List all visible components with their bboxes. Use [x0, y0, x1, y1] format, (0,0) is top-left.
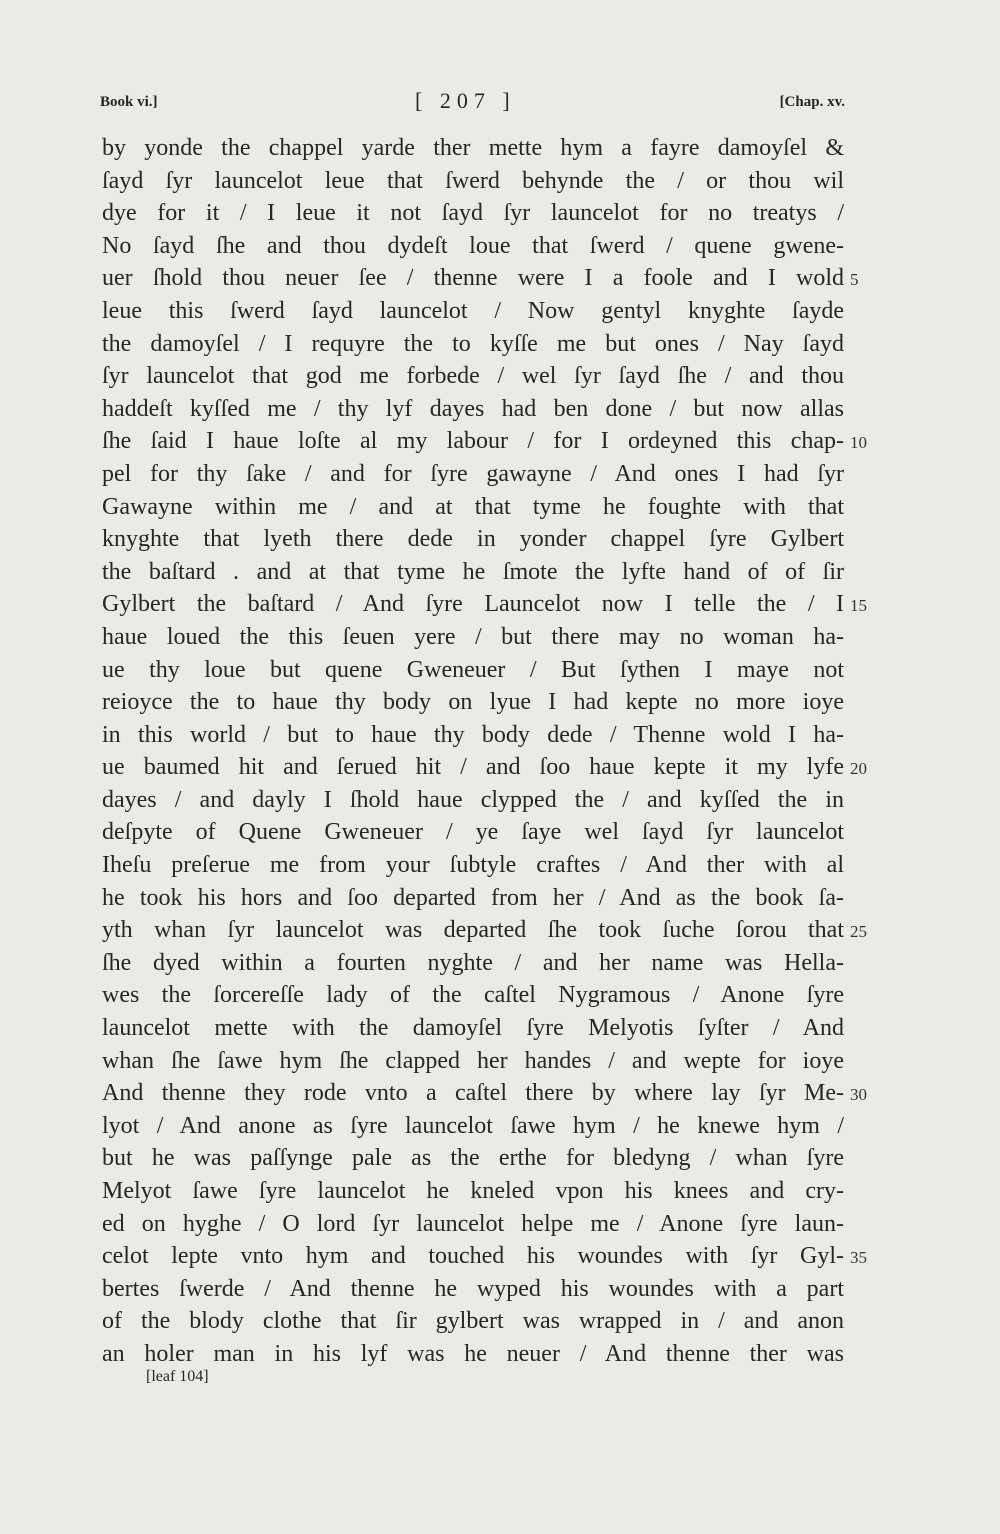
- line-text: ſayd ſyr launcelot leue that ſwerd behynde the / or thou wil: [102, 167, 844, 194]
- line-text: launcelot mette with the damoyſel ſyre Melyotis ſyſter / And: [102, 1015, 844, 1042]
- line-text: by yonde the chappel yarde ther mette hym a fayre damoyſel &: [102, 135, 844, 161]
- text-line: [102, 784, 844, 817]
- line-text: ue thy loue but quene Gweneuer / But ſythen I maye not: [102, 656, 844, 683]
- line-text: Iheſu preſerue me from your ſubtyle craftes / And ther with al: [102, 852, 844, 879]
- text-line: [102, 1208, 844, 1241]
- text-line: [102, 491, 844, 524]
- text-line: [102, 882, 844, 915]
- text-line: [102, 458, 844, 491]
- line-text: yth whan ſyr launcelot was departed ſhe took ſuche ſorou that: [102, 917, 844, 944]
- line-text: bertes ſwerde / And thenne he wyped his woundes with a part: [102, 1275, 844, 1302]
- text-line: [102, 1338, 844, 1371]
- text-line: [102, 621, 844, 654]
- text-line: [102, 686, 844, 719]
- book-number: Book vi.]: [100, 94, 158, 110]
- line-text: pel for thy ſake / and for ſyre gawayne / And ones I had ſyr: [102, 460, 844, 487]
- text-line: [102, 1142, 844, 1175]
- line-text: knyghte that lyeth there dede in yonder chappel ſyre Gylbert: [102, 526, 844, 553]
- line-number: 35: [850, 1248, 867, 1268]
- text-line: [102, 588, 867, 621]
- text-line: [102, 328, 844, 361]
- text-line: [102, 556, 844, 589]
- line-text: the baſtard . and at that tyme he ſmote the lyfte hand of of ſir: [102, 558, 844, 585]
- line-text: haddeſt kyſſed me / thy lyf dayes had ben done / but now allas: [102, 395, 844, 422]
- line-number: 5: [850, 270, 859, 290]
- text-line: [102, 262, 859, 295]
- chapter-number: [Chap. xv.: [779, 94, 845, 110]
- text-line: [102, 914, 867, 947]
- text-line: [102, 849, 844, 882]
- text-line: [102, 393, 844, 426]
- text-line: [102, 132, 844, 165]
- line-text: lyot / And anone as ſyre launcelot ſawe hym / he knewe hym /: [102, 1112, 844, 1139]
- text-line: [102, 230, 844, 263]
- text-line: [102, 1240, 867, 1273]
- line-text: ſhe ſaid I haue loſte al my labour / for I ordeyned this chap-: [102, 428, 844, 455]
- text-line: [102, 1273, 844, 1306]
- text-line: [102, 360, 844, 393]
- running-head: [100, 88, 845, 118]
- text-line: [102, 1175, 844, 1208]
- text-line: [102, 751, 867, 784]
- line-text: wes the ſorcereſſe lady of the caſtel Nygramous / Anone ſyre: [102, 982, 844, 1009]
- line-number: 15: [850, 596, 867, 616]
- text-line: [102, 197, 844, 230]
- line-text: Gawayne within me / and at that tyme he foughte with that: [102, 493, 844, 520]
- line-text: uer ſhold thou neuer ſee / thenne were I a foole and I wold: [102, 265, 844, 292]
- line-text: Gylbert the baſtard / And ſyre Launcelot now I telle the / I: [102, 591, 844, 618]
- line-text: deſpyte of Quene Gweneuer / ye ſaye wel ſayd ſyr launcelot: [102, 819, 844, 846]
- text-line: [102, 1305, 844, 1338]
- text-line: [102, 1077, 867, 1110]
- line-number: 25: [850, 922, 867, 942]
- leaf-footnote: [leaf 104]: [146, 1368, 209, 1385]
- body-text: [102, 132, 867, 1371]
- text-line: [102, 816, 844, 849]
- line-text: No ſayd ſhe and thou dydeſt loue that ſwerd / quene gwene-: [102, 232, 844, 259]
- line-text: of the blody clothe that ſir gylbert was wrapped in / and anon: [102, 1308, 844, 1335]
- line-number: 20: [850, 759, 867, 779]
- line-text: Melyot ſawe ſyre launcelot he kneled vpon his knees and cry-: [102, 1178, 844, 1204]
- text-line: [102, 654, 844, 687]
- text-line: [102, 1045, 844, 1078]
- line-text: an holer man in his lyf was he neuer / And thenne ther was: [102, 1340, 844, 1367]
- line-text: ue baumed hit and ſerued hit / and ſoo haue kepte it my lyfe: [102, 754, 844, 781]
- line-text: leue this ſwerd ſayd launcelot / Now gentyl knyghte ſayde: [102, 297, 844, 324]
- text-line: [102, 1110, 844, 1143]
- line-text: ed on hyghe / O lord ſyr launcelot helpe me / Anone ſyre laun-: [102, 1210, 844, 1237]
- text-line: [102, 947, 844, 980]
- line-number: 30: [850, 1085, 867, 1105]
- line-text: dye for it / I leue it not ſayd ſyr launcelot for no treatys /: [102, 200, 844, 227]
- line-text: dayes / and dayly I ſhold haue clypped the / and kyſſed the in: [102, 786, 844, 813]
- text-line: [102, 425, 867, 458]
- line-text: celot lepte vnto hym and touched his woundes with ſyr Gyl-: [102, 1243, 844, 1270]
- text-line: [102, 523, 844, 556]
- text-line: [102, 165, 844, 198]
- text-line: [102, 1012, 844, 1045]
- line-text: reioyce the to haue thy body on lyue I had kepte no more ioye: [102, 689, 844, 716]
- line-text: whan ſhe ſawe hym ſhe clapped her handes / and wepte for ioye: [102, 1047, 844, 1074]
- text-line: [102, 295, 844, 328]
- text-line: [102, 979, 844, 1012]
- text-line: [102, 719, 844, 752]
- line-text: but he was paſſynge pale as the erthe for bledyng / whan ſyre: [102, 1145, 844, 1172]
- line-text: in this world / but to haue thy body dede / Thenne wold I ha-: [102, 721, 844, 748]
- line-text: And thenne they rode vnto a caſtel there by where lay ſyr Me-: [102, 1080, 844, 1107]
- line-text: ſhe dyed within a fourten nyghte / and her name was Hella-: [102, 949, 844, 976]
- line-text: haue loued the this ſeuen yere / but there may no woman ha-: [102, 623, 844, 650]
- line-number: 10: [850, 433, 867, 453]
- line-text: ſyr launcelot that god me forbede / wel ſyr ſayd ſhe / and thou: [102, 363, 844, 390]
- page-number: [ 207 ]: [415, 88, 516, 113]
- line-text: the damoyſel / I requyre the to kyſſe me but ones / Nay ſayd: [102, 330, 844, 357]
- line-text: he took his hors and ſoo departed from her / And as the book ſa-: [102, 884, 844, 911]
